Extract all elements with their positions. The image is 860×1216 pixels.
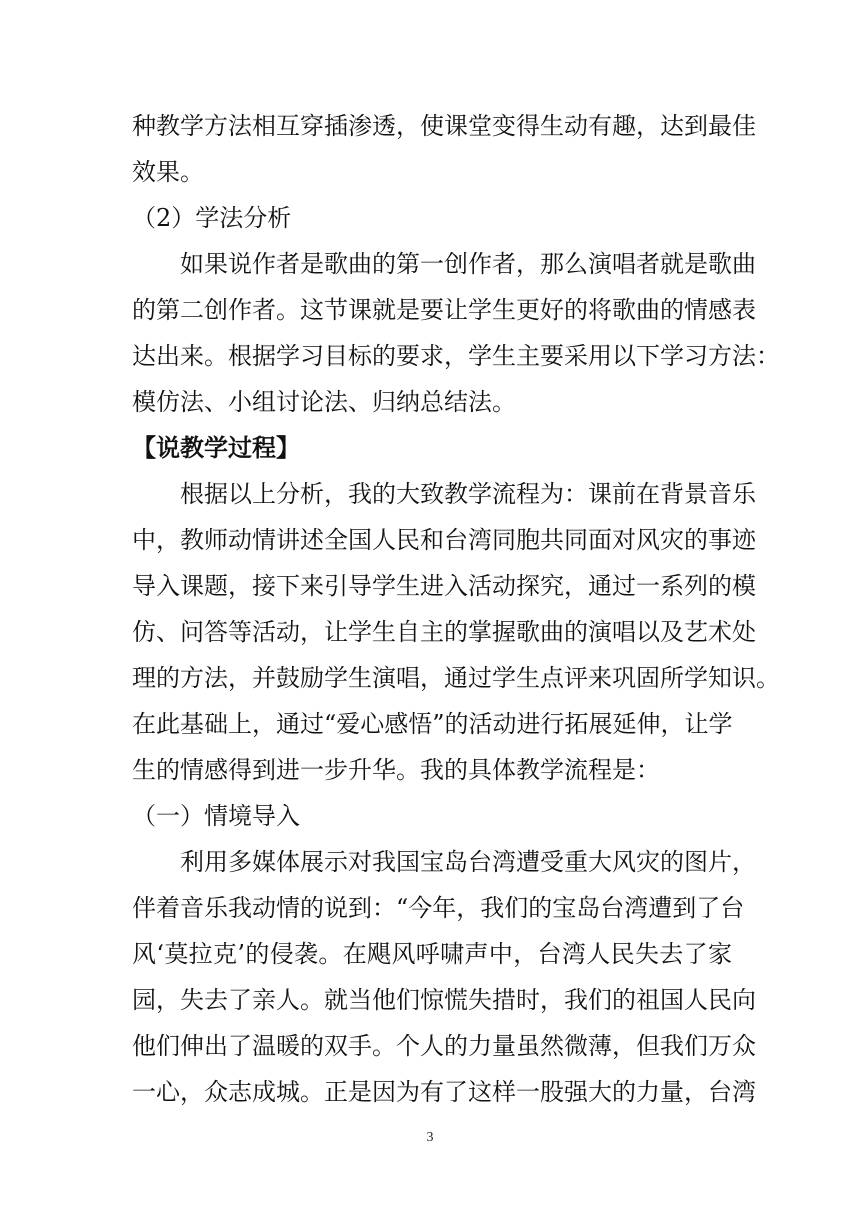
paragraph-line: 根据以上分析，我的大致教学流程为：课前在背景音乐 — [180, 480, 756, 508]
paragraph-line: 的第二创作者。这节课就是要让学生更好的将歌曲的情感表 — [132, 296, 756, 324]
paragraph-line: 中，教师动情讲述全国人民和台湾同胞共同面对风灾的事迹 — [132, 526, 756, 554]
paragraph-line: 利用多媒体展示对我国宝岛台湾遭受重大风灾的图片， — [180, 848, 756, 876]
paragraph-line: 种教学方法相互穿插渗透，使课堂变得生动有趣，达到最佳 — [132, 112, 756, 140]
section-heading-teaching-process: 【说教学过程】 — [132, 434, 300, 462]
paragraph-line: 伴着音乐我动情的说到：“今年，我们的宝岛台湾遭到了台 — [132, 894, 745, 922]
paragraph-line: 仿、问答等活动，让学生自主的掌握歌曲的演唱以及艺术处 — [132, 618, 756, 646]
paragraph-line: 园，失去了亲人。就当他们惊慌失措时，我们的祖国人民向 — [132, 986, 756, 1014]
paragraph-line: 生的情感得到进一步升华。我的具体教学流程是： — [132, 756, 660, 784]
paragraph-line: 理的方法，并鼓励学生演唱，通过学生点评来巩固所学知识。 — [132, 664, 780, 692]
paragraph-line: 如果说作者是歌曲的第一创作者，那么演唱者就是歌曲 — [180, 250, 756, 278]
paragraph-line: 导入课题，接下来引导学生进入活动探究，通过一系列的模 — [132, 572, 756, 600]
paragraph-line: 达出来。根据学习目标的要求，学生主要采用以下学习方法： — [132, 342, 780, 370]
paragraph-line: 模仿法、小组讨论法、归纳总结法。 — [132, 388, 516, 416]
section-subheading-study-method: （2）学法分析 — [132, 204, 292, 232]
section-subheading-situation: （一）情境导入 — [132, 802, 300, 830]
paragraph-line: 风‘莫拉克’的侵袭。在飓风呼啸声中，台湾人民失去了家 — [132, 940, 732, 968]
paragraph-line: 他们伸出了温暖的双手。个人的力量虽然微薄，但我们万众 — [132, 1032, 756, 1060]
paragraph-line: 一心，众志成城。正是因为有了这样一股强大的力量，台湾 — [132, 1078, 756, 1106]
paragraph-line: 在此基础上，通过“爱心感悟”的活动进行拓展延伸，让学 — [132, 710, 733, 738]
paragraph-line: 效果。 — [132, 158, 204, 186]
page-number: 3 — [426, 1130, 434, 1145]
